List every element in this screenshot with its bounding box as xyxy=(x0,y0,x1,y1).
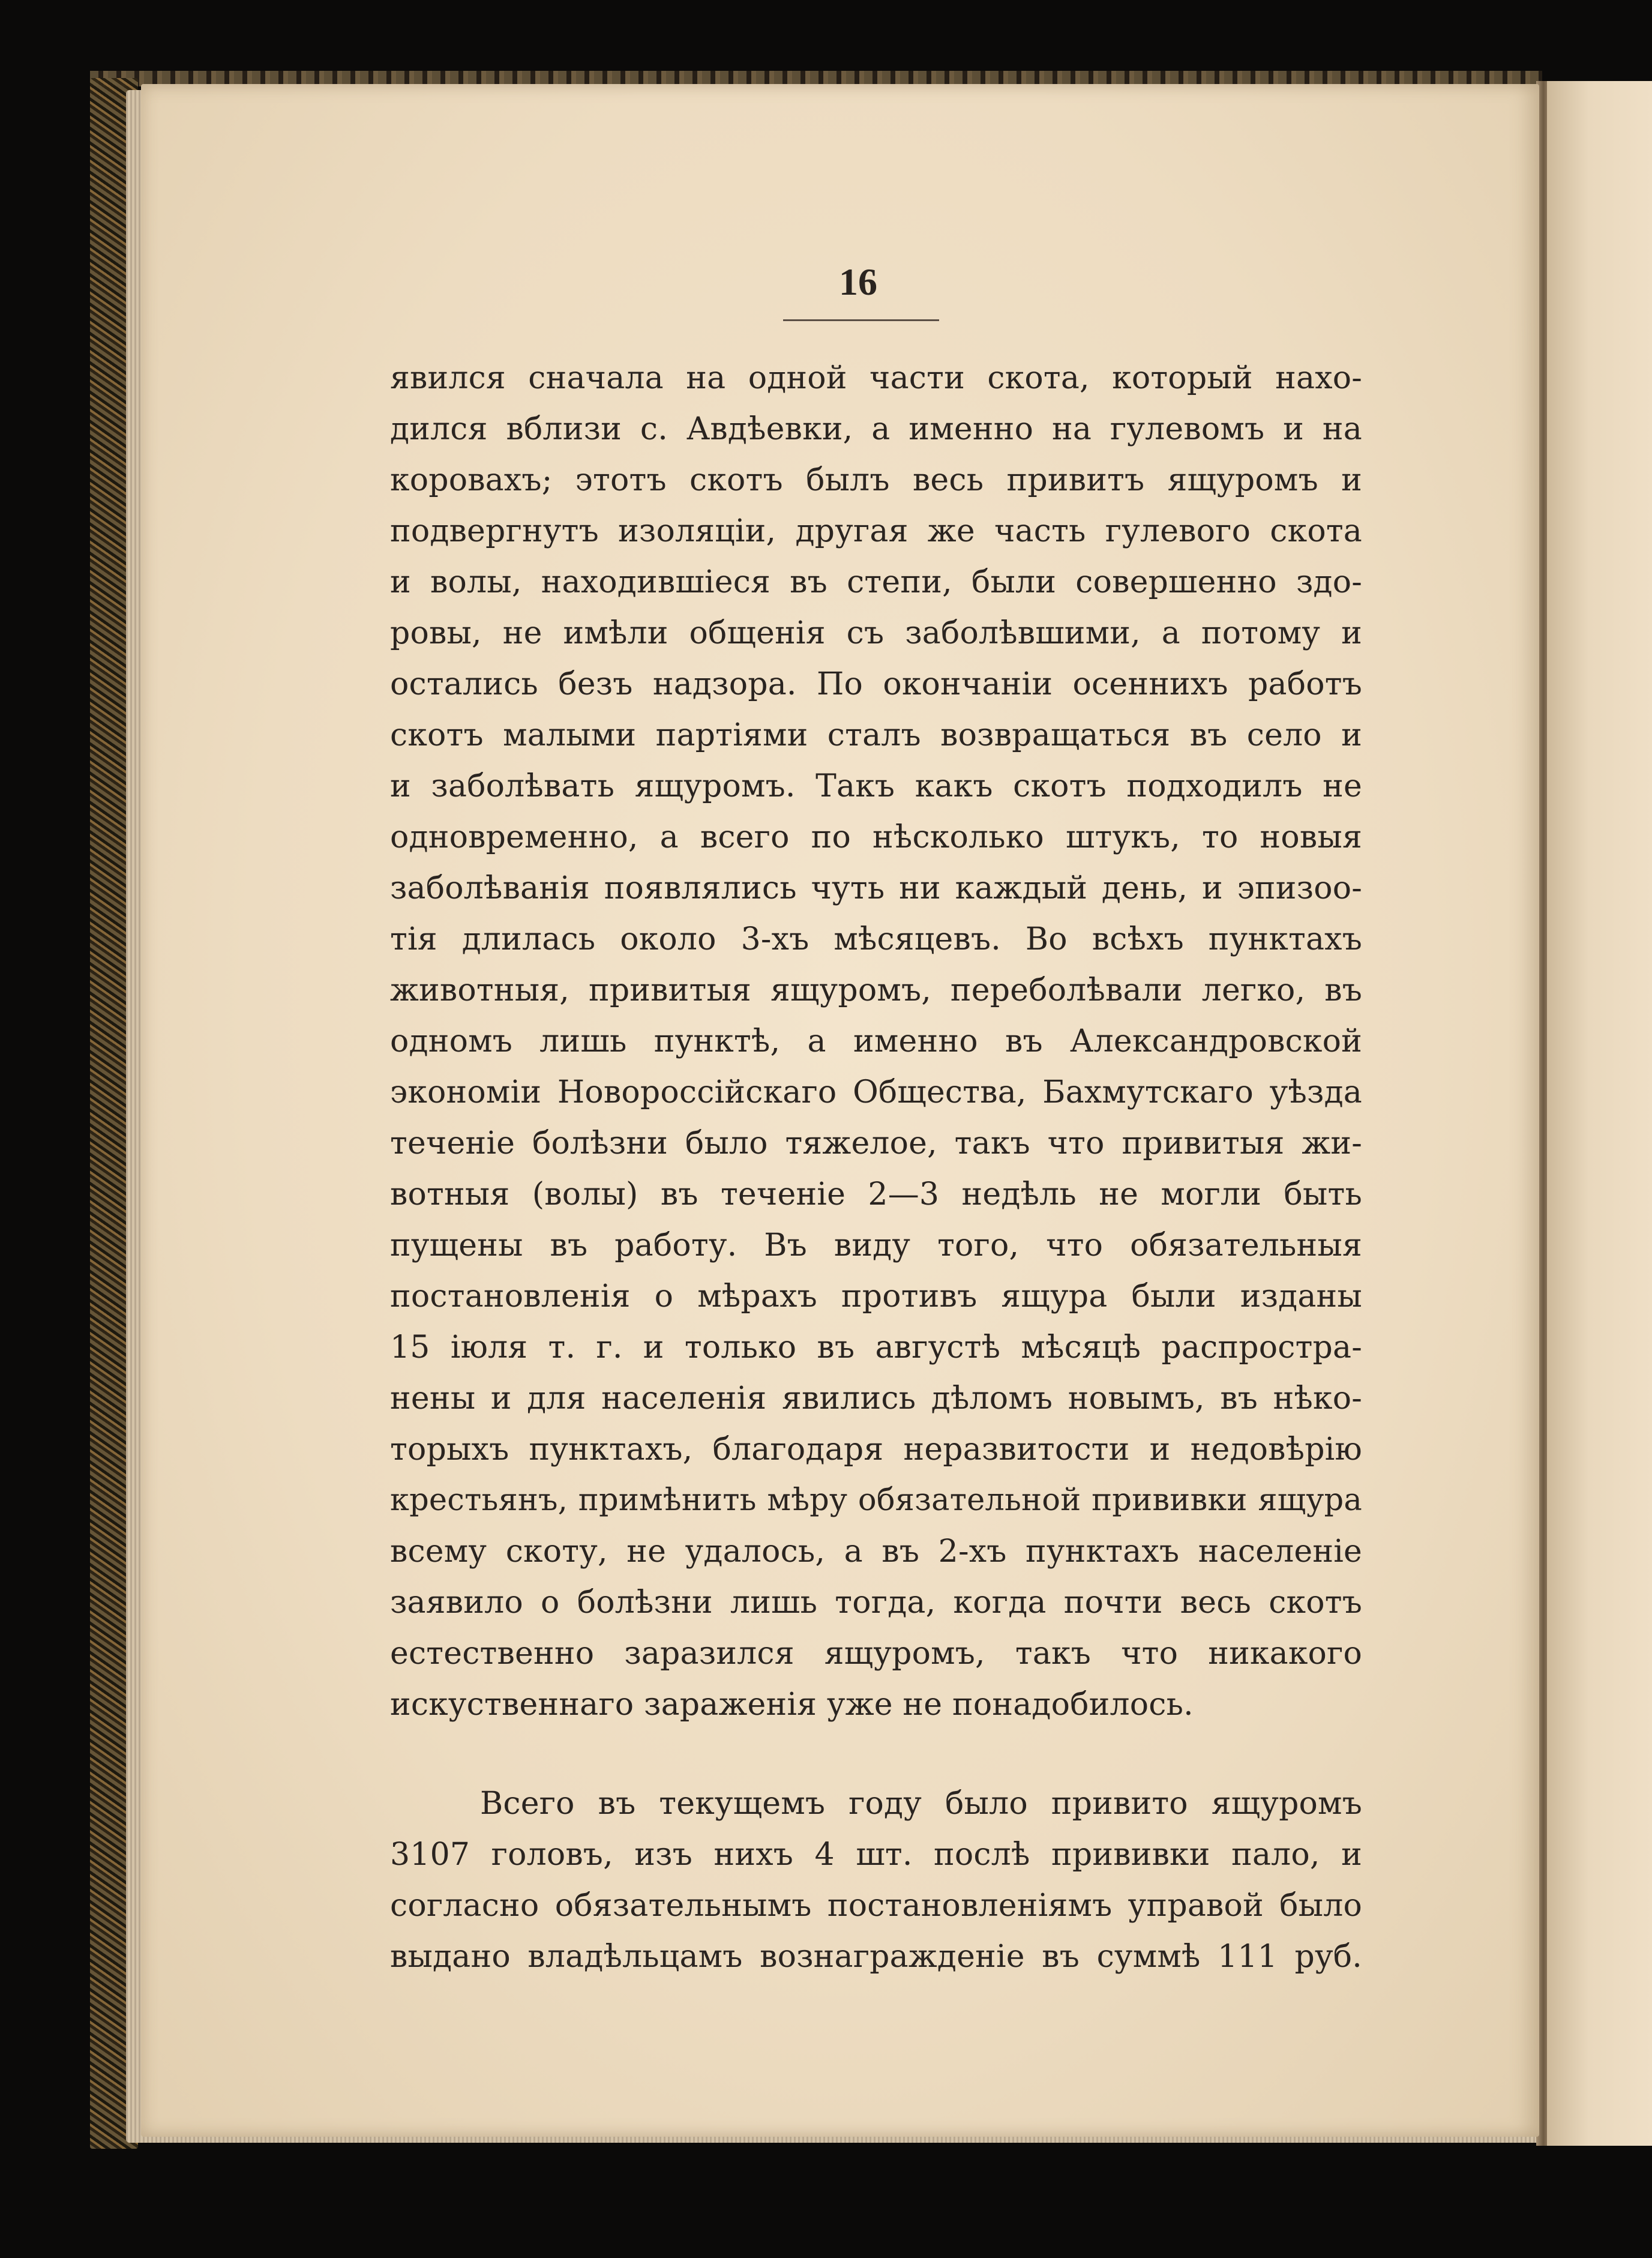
text-line: и заболѣвать ящуромъ. Такъ какъ скотъ подходилъ не xyxy=(390,768,1362,804)
text-line: тія длилась около 3-хъ мѣсяцевъ. Во всѣхъ пунктахъ xyxy=(390,921,1362,957)
text-line: крестьянъ, примѣнить мѣру обязательной прививки ящура xyxy=(390,1483,1362,1518)
text-line: Всего въ текущемъ году было привито ящуромъ xyxy=(480,1786,1362,1822)
text-line: 15 іюля т. г. и только въ августѣ мѣсяцѣ распростра- xyxy=(390,1329,1362,1365)
text-line: пущены въ работу. Въ виду того, что обязательныя xyxy=(390,1227,1362,1263)
text-line: выдано владѣльцамъ вознагражденіе въ суммѣ 111 руб. xyxy=(390,1939,1362,1975)
text-line: одномъ лишь пунктѣ, а именно въ Александровской xyxy=(390,1023,1362,1059)
text-line: дился вблизи с. Авдѣевки, а именно на гулевомъ и на xyxy=(390,411,1362,447)
text-line: заболѣванія появлялись чуть ни каждый день, и эпизоо- xyxy=(390,870,1362,906)
text-line: экономіи Новороссійскаго Общества, Бахмутскаго уѣзда xyxy=(390,1074,1362,1110)
text-line: постановленія о мѣрахъ противъ ящура были изданы xyxy=(390,1278,1362,1314)
text-line: всему скоту, не удалось, а въ 2-хъ пунктахъ населеніе xyxy=(390,1534,1362,1570)
text-line: торыхъ пунктахъ, благодаря неразвитости и недовѣрію xyxy=(390,1432,1362,1468)
text-line: искуственнаго зараженія уже не понадобилось. xyxy=(390,1687,1194,1723)
text-line: явился сначала на одной части скота, который нахо- xyxy=(390,360,1362,396)
text-line: подвергнутъ изоляціи, другая же часть гулевого скота xyxy=(390,513,1362,549)
text-line: 3107 головъ, изъ нихъ 4 шт. послѣ прививки пало, и xyxy=(390,1837,1362,1873)
text-line: скотъ малыми партіями сталъ возвращаться въ село и xyxy=(390,717,1362,753)
text-line: животныя, привитыя ящуромъ, переболѣвали легко, въ xyxy=(390,972,1362,1008)
text-line: остались безъ надзора. По окончаніи осеннихъ работъ xyxy=(390,666,1362,702)
text-line: ровы, не имѣли общенія съ заболѣвшими, а потому и xyxy=(390,615,1362,651)
facing-page-edge xyxy=(1547,81,1652,2146)
text-line: одновременно, а всего по нѣсколько штукъ, то новыя xyxy=(390,819,1362,855)
text-line: теченіе болѣзни было тяжелое, такъ что привитыя жи- xyxy=(390,1125,1362,1161)
text-line: естественно заразился ящуромъ, такъ что никакого xyxy=(390,1636,1362,1672)
page-number-rule xyxy=(783,319,939,321)
text-line: и волы, находившіеся въ степи, были совершенно здо- xyxy=(390,564,1362,600)
text-line: нены и для населенія явились дѣломъ новымъ, въ нѣко- xyxy=(390,1380,1362,1417)
text-line: вотныя (волы) въ теченіе 2—3 недѣль не могли быть xyxy=(390,1176,1362,1212)
text-line: согласно обязательнымъ постановленіямъ управой было xyxy=(390,1888,1362,1924)
page-number: 16 xyxy=(839,260,877,303)
text-line: коровахъ; этотъ скотъ былъ весь привитъ ящуромъ и xyxy=(390,462,1362,498)
text-line: заявило о болѣзни лишь тогда, когда почти весь скотъ xyxy=(390,1585,1362,1621)
